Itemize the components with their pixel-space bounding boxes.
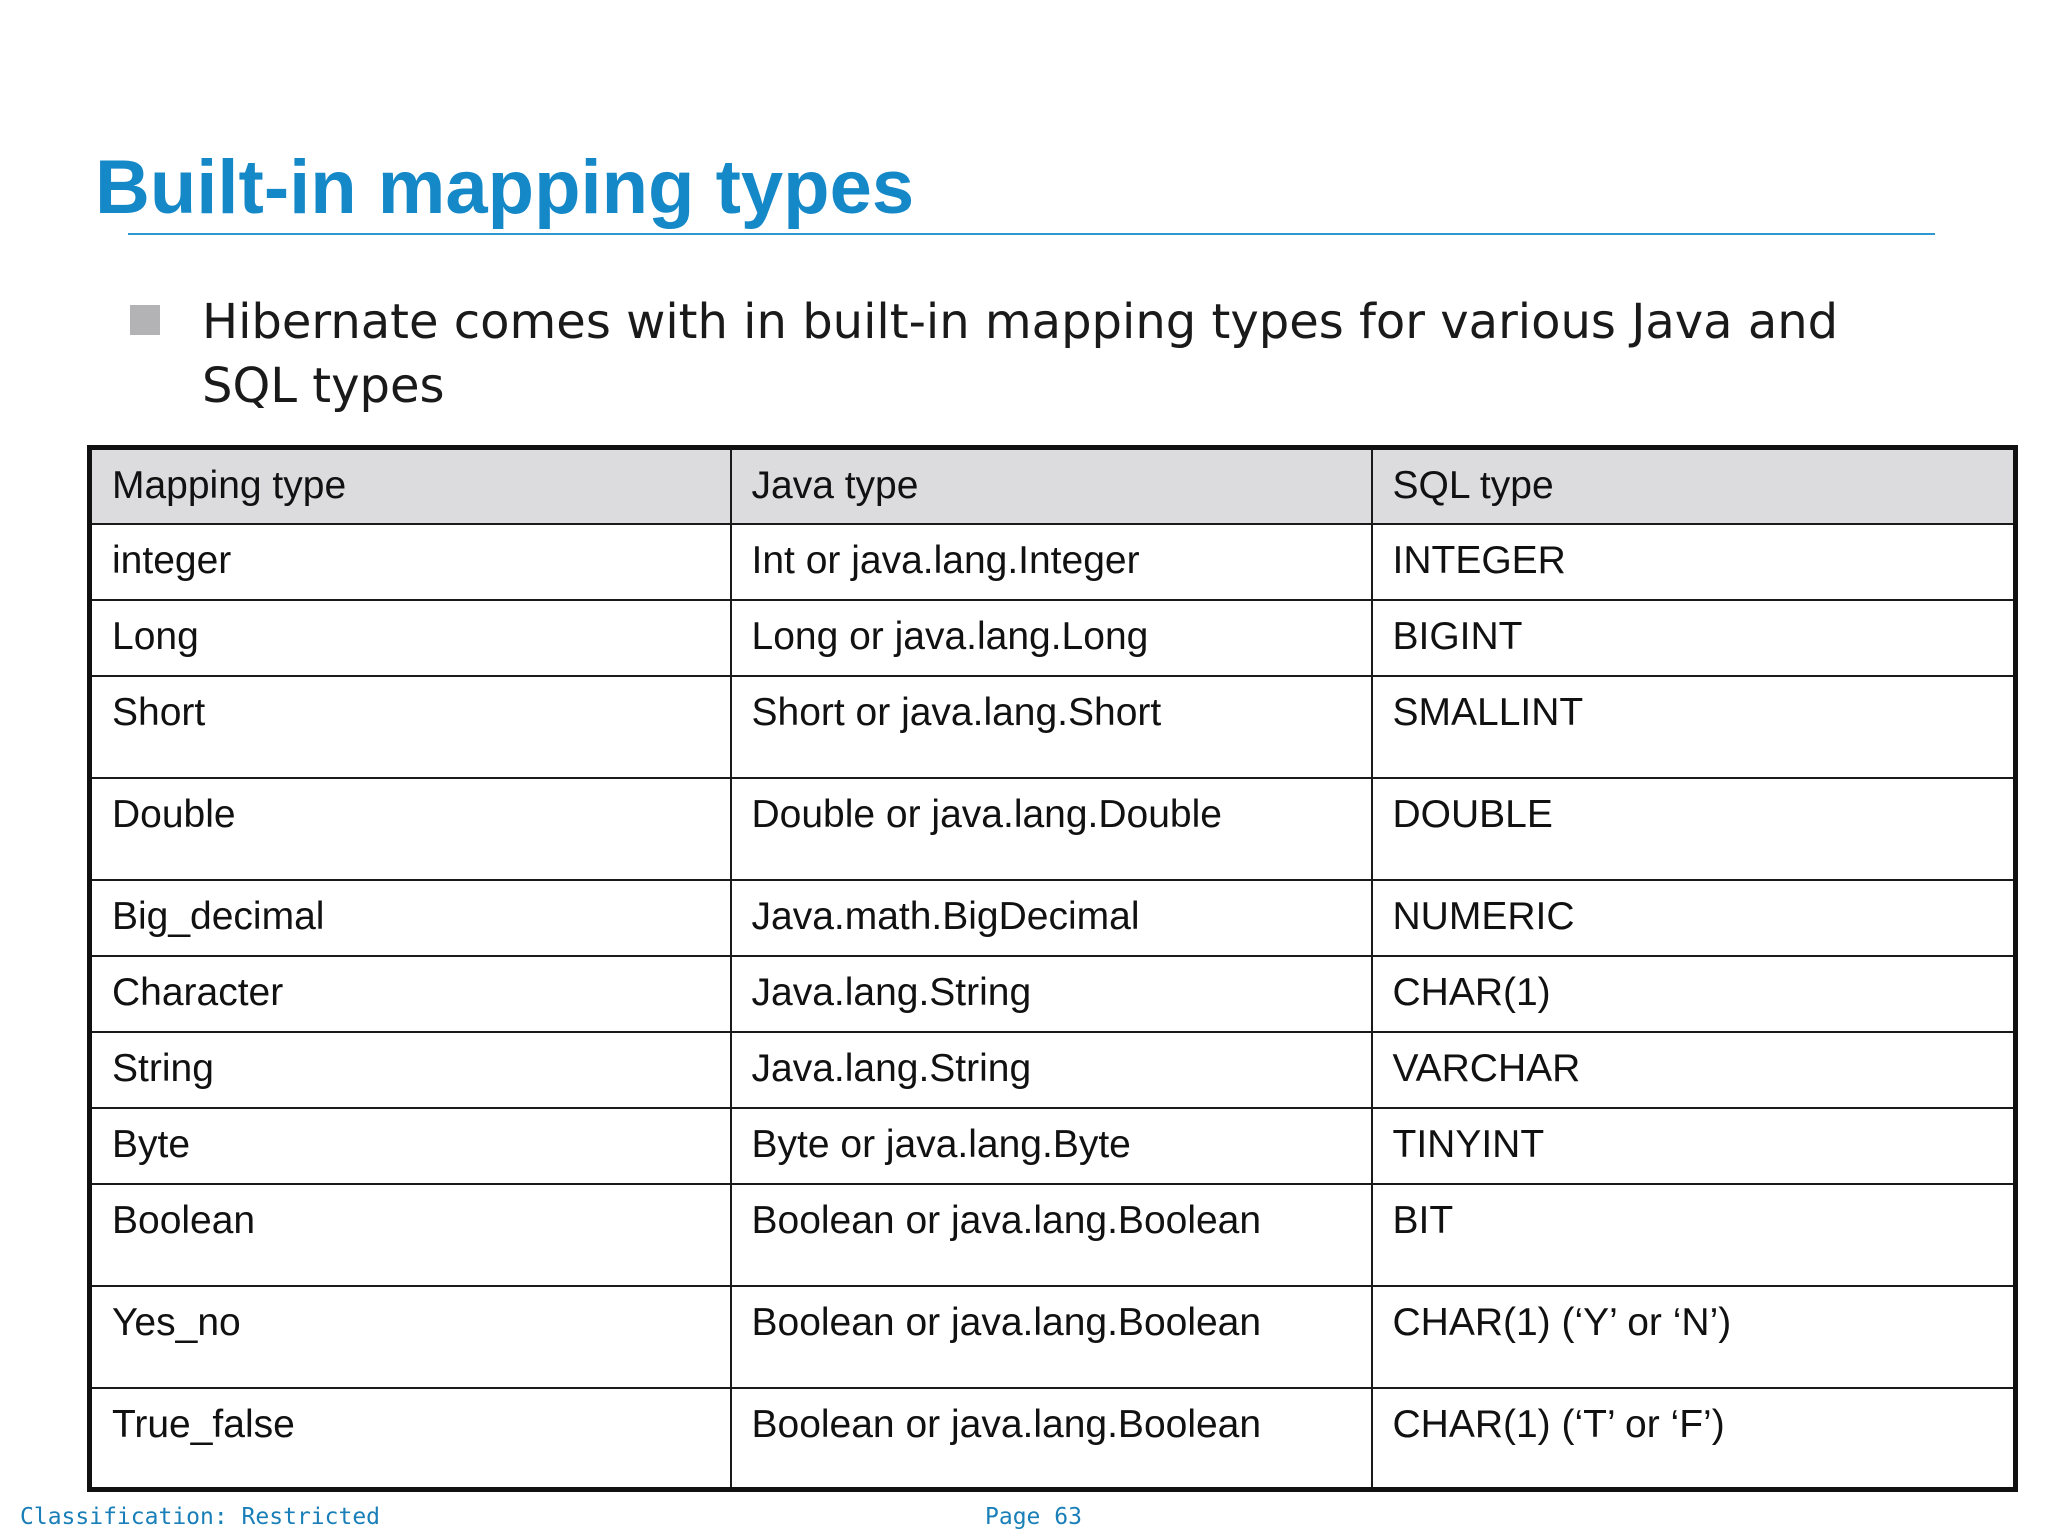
sql-type-cell: DOUBLE bbox=[1372, 778, 2016, 880]
table-row bbox=[90, 676, 2016, 778]
java-type-cell: Boolean or java.lang.Boolean bbox=[731, 1184, 1372, 1286]
sql-type-cell: CHAR(1) (‘T’ or ‘F’) bbox=[1372, 1388, 2016, 1490]
java-type-cell: Byte or java.lang.Byte bbox=[731, 1108, 1372, 1184]
mapping-type-cell: Yes_no bbox=[90, 1286, 731, 1388]
java-type-cell: Long or java.lang.Long bbox=[731, 600, 1372, 676]
table-row bbox=[90, 1184, 2016, 1286]
mapping-type-cell: Long bbox=[90, 600, 731, 676]
mapping-type-cell: Short bbox=[90, 676, 731, 778]
footer-page-number: Page 63 bbox=[985, 1504, 1082, 1530]
mapping-type-cell: Big_decimal bbox=[90, 880, 731, 956]
mapping-type-cell: True_false bbox=[90, 1388, 731, 1490]
title-divider bbox=[128, 233, 1935, 235]
java-type-cell: Int or java.lang.Integer bbox=[731, 524, 1372, 600]
java-type-cell: Boolean or java.lang.Boolean bbox=[731, 1286, 1372, 1388]
table-header-row bbox=[90, 448, 2016, 524]
sql-type-cell: BIT bbox=[1372, 1184, 2016, 1286]
java-type-cell: Java.math.BigDecimal bbox=[731, 880, 1372, 956]
sql-type-cell: CHAR(1) bbox=[1372, 956, 2016, 1032]
mapping-type-cell: String bbox=[90, 1032, 731, 1108]
column-header-mapping-type: Mapping type bbox=[90, 448, 731, 524]
mapping-type-cell: Boolean bbox=[90, 1184, 731, 1286]
table-row bbox=[90, 1286, 2016, 1388]
java-type-cell: Double or java.lang.Double bbox=[731, 778, 1372, 880]
bullet-text: Hibernate comes with in built-in mapping types for various Java and SQL types bbox=[202, 294, 1839, 414]
mapping-types-table bbox=[87, 445, 2018, 1492]
java-type-cell: Short or java.lang.Short bbox=[731, 676, 1372, 778]
column-header-sql-type: SQL type bbox=[1372, 448, 2016, 524]
mapping-type-cell: integer bbox=[90, 524, 731, 600]
table-row bbox=[90, 524, 2016, 600]
sql-type-cell: CHAR(1) (‘Y’ or ‘N’) bbox=[1372, 1286, 2016, 1388]
sql-type-cell: TINYINT bbox=[1372, 1108, 2016, 1184]
footer-classification: Classification: Restricted bbox=[20, 1504, 381, 1530]
table-row bbox=[90, 1108, 2016, 1184]
java-type-cell: Java.lang.String bbox=[731, 1032, 1372, 1108]
sql-type-cell: NUMERIC bbox=[1372, 880, 2016, 956]
mapping-type-cell: Character bbox=[90, 956, 731, 1032]
sql-type-cell: BIGINT bbox=[1372, 600, 2016, 676]
bullet-square-icon bbox=[130, 305, 160, 335]
mapping-type-cell: Double bbox=[90, 778, 731, 880]
sql-type-cell: INTEGER bbox=[1372, 524, 2016, 600]
column-header-java-type: Java type bbox=[731, 448, 1372, 524]
table-row bbox=[90, 880, 2016, 956]
mapping-type-cell: Byte bbox=[90, 1108, 731, 1184]
table-row bbox=[90, 1032, 2016, 1108]
java-type-cell: Java.lang.String bbox=[731, 956, 1372, 1032]
table-row bbox=[90, 956, 2016, 1032]
sql-type-cell: SMALLINT bbox=[1372, 676, 2016, 778]
table-row bbox=[90, 1388, 2016, 1490]
java-type-cell: Boolean or java.lang.Boolean bbox=[731, 1388, 1372, 1490]
table-row bbox=[90, 600, 2016, 676]
table-row bbox=[90, 778, 2016, 880]
slide-title: Built-in mapping types bbox=[95, 145, 915, 230]
sql-type-cell: VARCHAR bbox=[1372, 1032, 2016, 1108]
